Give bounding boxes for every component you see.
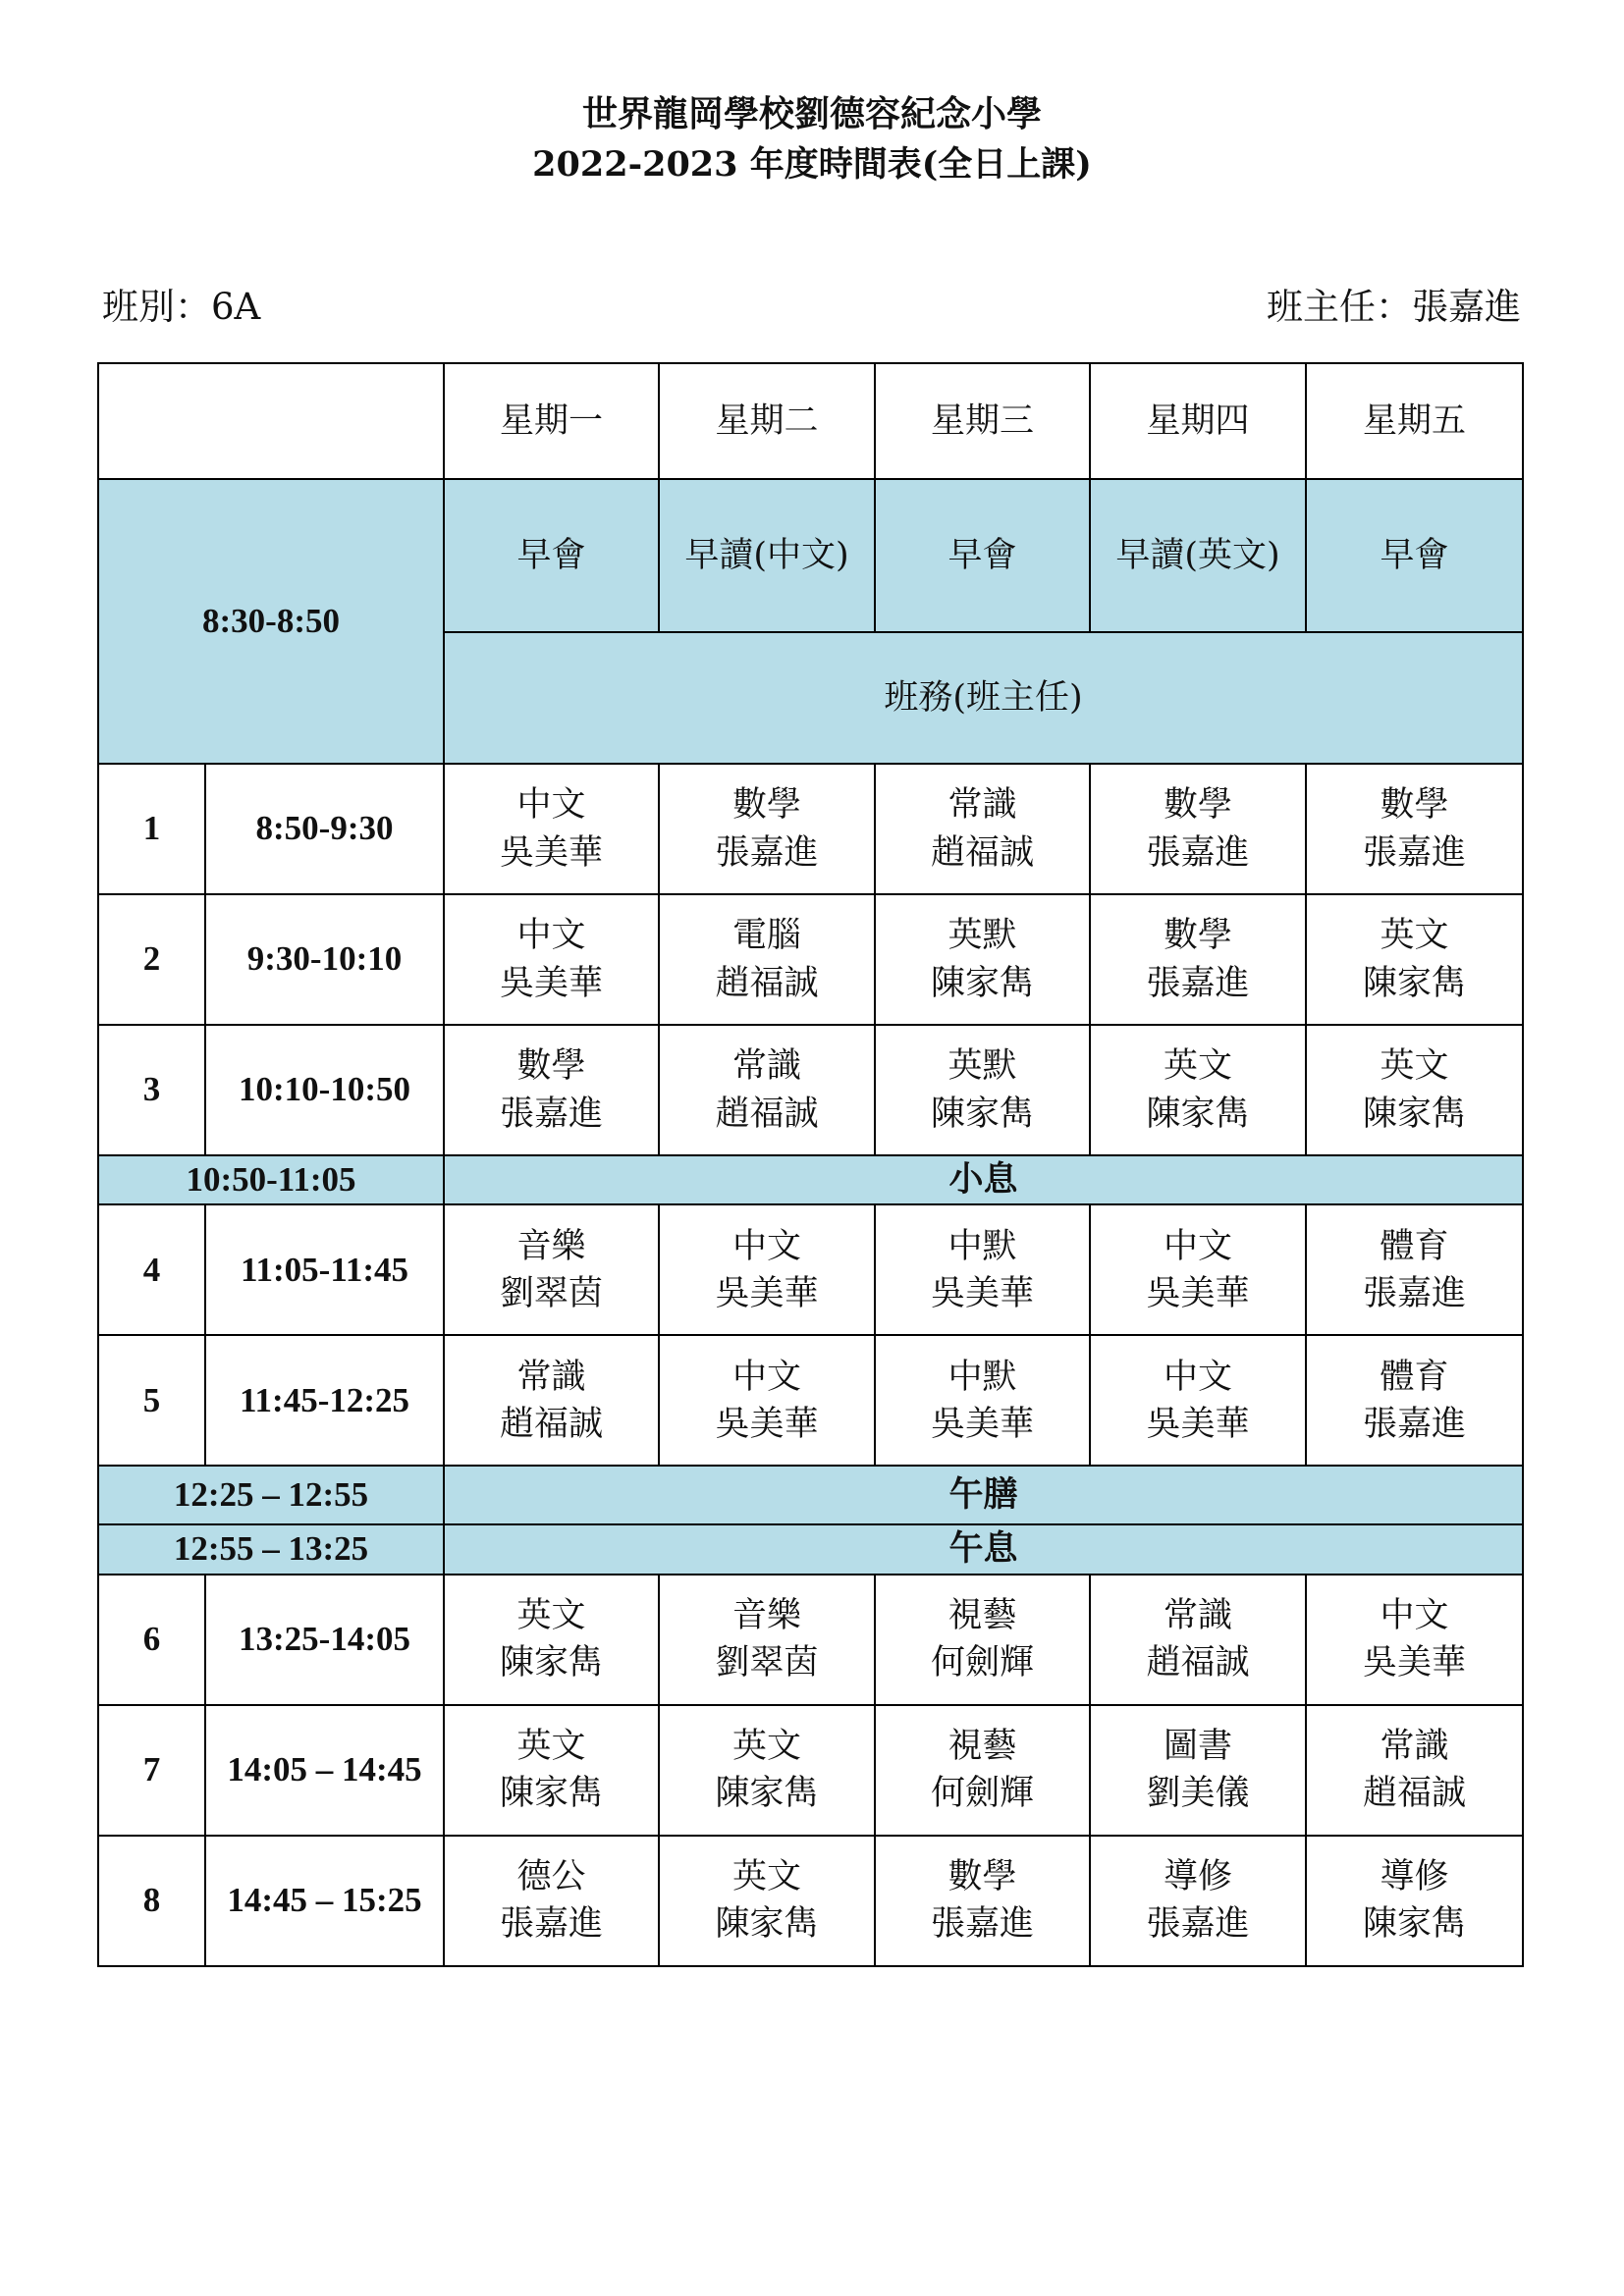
- lesson-row: [98, 1335, 1523, 1466]
- lesson-cell: [1090, 1705, 1306, 1836]
- subject: 數學: [516, 1046, 586, 1087]
- period-time: 11:45-12:25: [205, 1335, 444, 1466]
- rest: [98, 1524, 1523, 1574]
- subject: 視藝: [947, 1595, 1017, 1635]
- subject: 數學: [1163, 916, 1232, 956]
- lesson-cell: [875, 894, 1090, 1025]
- period-time: 9:30-10:10: [205, 894, 444, 1025]
- subject: 英默: [947, 1046, 1017, 1087]
- teacher: 趙福誠: [715, 1094, 819, 1134]
- lesson-cell: [1306, 1025, 1523, 1155]
- subject: 英文: [1380, 1046, 1449, 1087]
- period-number: 6: [98, 1575, 205, 1705]
- teacher: 吳美華: [1146, 1404, 1250, 1444]
- teacher: 趙福誠: [930, 832, 1034, 873]
- teacher: 趙福誠: [1362, 1774, 1466, 1814]
- lesson-row: [98, 764, 1523, 894]
- subject: 德公: [516, 1856, 586, 1896]
- subject: 數學: [731, 785, 801, 826]
- subject: 導修: [1163, 1856, 1232, 1896]
- teacher: 張嘉進: [499, 1094, 603, 1134]
- lesson-row: [98, 1025, 1523, 1155]
- teacher: 吳美華: [1146, 1273, 1250, 1313]
- teacher: 張嘉進: [715, 832, 819, 873]
- teacher: 陳家雋: [499, 1643, 603, 1683]
- subject: 中文: [1163, 1226, 1232, 1266]
- day-header: 星期三: [875, 363, 1090, 479]
- teacher: 張嘉進: [1146, 963, 1250, 1003]
- lesson-cell: [875, 1025, 1090, 1155]
- lesson-cell: [444, 1335, 659, 1466]
- subject: 常識: [1380, 1726, 1449, 1766]
- lesson-cell: [1306, 1335, 1523, 1466]
- period-time: 8:50-9:30: [205, 764, 444, 894]
- period-time: 14:05 – 14:45: [205, 1705, 444, 1836]
- teacher: 趙福誠: [499, 1404, 603, 1444]
- morning-activity: 早會: [1306, 479, 1523, 632]
- day-header: 星期四: [1090, 363, 1306, 479]
- lesson-cell: [1090, 1836, 1306, 1966]
- lesson-cell: [1306, 1705, 1523, 1836]
- period-number: 2: [98, 894, 205, 1025]
- lesson-cell: [444, 1836, 659, 1966]
- subject: 中文: [516, 785, 586, 826]
- teacher: 張嘉進: [1146, 832, 1250, 873]
- subject: 英文: [731, 1726, 801, 1766]
- period-time: 14:45 – 15:25: [205, 1836, 444, 1966]
- subject: 電腦: [731, 916, 801, 956]
- lesson-row: [98, 1705, 1523, 1836]
- subject: 英文: [1380, 916, 1449, 956]
- lesson-row: [98, 1204, 1523, 1335]
- lesson-cell: [444, 894, 659, 1025]
- morning-activity: 早讀(英文): [1090, 479, 1306, 632]
- class-duty: 班務(班主任): [444, 632, 1523, 764]
- teacher: 吳美華: [715, 1404, 819, 1444]
- lesson-cell: [875, 1836, 1090, 1966]
- lesson-cell: [875, 1575, 1090, 1705]
- lesson-cell: [1306, 1204, 1523, 1335]
- lunch-time: 12:25 – 12:55: [98, 1466, 444, 1524]
- lesson-cell: [875, 764, 1090, 894]
- subject: 中文: [1163, 1357, 1232, 1397]
- subject: 英文: [516, 1726, 586, 1766]
- subject: 音樂: [516, 1226, 586, 1266]
- lesson-cell: [444, 764, 659, 894]
- subject: 常識: [516, 1357, 586, 1397]
- recess: [98, 1155, 1523, 1204]
- period-number: 5: [98, 1335, 205, 1466]
- teacher: 陳家雋: [1362, 963, 1466, 1003]
- lesson-cell: [659, 1836, 875, 1966]
- lesson-cell: [1090, 764, 1306, 894]
- subject: 中默: [947, 1357, 1017, 1397]
- subject: 數學: [947, 1856, 1017, 1896]
- lesson-cell: [659, 764, 875, 894]
- lesson-cell: [1306, 894, 1523, 1025]
- period-time: 13:25-14:05: [205, 1575, 444, 1705]
- subject: 數學: [1163, 785, 1232, 826]
- recess-label: 小息: [444, 1155, 1523, 1204]
- subject: 體育: [1380, 1357, 1449, 1397]
- teacher: 張嘉進: [1362, 832, 1466, 873]
- timetable-subtitle: 2022-2023 年度時間表(全日上課): [532, 144, 1092, 185]
- teacher: 劉翠茵: [499, 1273, 603, 1313]
- rest-time: 12:55 – 13:25: [98, 1524, 444, 1574]
- timetable: [97, 362, 1524, 1967]
- lesson-cell: [1306, 1575, 1523, 1705]
- subject: 中文: [731, 1357, 801, 1397]
- subject: 常識: [731, 1046, 801, 1087]
- teacher: 陳家雋: [499, 1774, 603, 1814]
- teacher: 張嘉進: [930, 1904, 1034, 1945]
- subject: 音樂: [731, 1595, 801, 1635]
- lesson-cell: [1090, 1335, 1306, 1466]
- teacher: 張嘉進: [499, 1904, 603, 1945]
- day-header: 星期一: [444, 363, 659, 479]
- subject: 中文: [1380, 1595, 1449, 1635]
- teacher: 趙福誠: [715, 963, 819, 1003]
- header-row: [98, 363, 1523, 479]
- lesson-cell: [1306, 764, 1523, 894]
- class-label: 班別：6A: [102, 286, 261, 328]
- subject: 中文: [516, 916, 586, 956]
- subject: 常識: [947, 785, 1017, 826]
- subject: 英文: [516, 1595, 586, 1635]
- teacher: 劉翠茵: [715, 1643, 819, 1683]
- lesson-cell: [1090, 1575, 1306, 1705]
- teacher: 吳美華: [499, 832, 603, 873]
- lesson-row: [98, 1575, 1523, 1705]
- day-header: 星期二: [659, 363, 875, 479]
- teacher: 張嘉進: [1362, 1273, 1466, 1313]
- subject: 英文: [1163, 1046, 1232, 1087]
- lesson-cell: [1090, 1204, 1306, 1335]
- subject: 中默: [947, 1226, 1017, 1266]
- lesson-row: [98, 894, 1523, 1025]
- teacher: 吳美華: [499, 963, 603, 1003]
- subject: 常識: [1163, 1595, 1232, 1635]
- teacher: 吳美華: [715, 1273, 819, 1313]
- period-number: 3: [98, 1025, 205, 1155]
- lesson-cell: [875, 1204, 1090, 1335]
- period-time: 10:10-10:50: [205, 1025, 444, 1155]
- lesson-cell: [1090, 894, 1306, 1025]
- lesson-cell: [444, 1204, 659, 1335]
- teacher: 劉美儀: [1146, 1774, 1250, 1814]
- lesson-cell: [659, 1025, 875, 1155]
- lesson-cell: [1306, 1836, 1523, 1966]
- lesson-cell: [659, 1204, 875, 1335]
- lesson-cell: [444, 1575, 659, 1705]
- school-name: 世界龍岡學校劉德容紀念小學: [581, 93, 1042, 134]
- subject: 圖書: [1163, 1726, 1232, 1766]
- subject: 數學: [1380, 785, 1449, 826]
- lesson-cell: [1090, 1025, 1306, 1155]
- subject: 英文: [731, 1856, 801, 1896]
- lesson-cell: [659, 894, 875, 1025]
- period-time: 11:05-11:45: [205, 1204, 444, 1335]
- lunch-label: 午膳: [444, 1466, 1523, 1524]
- period-number: 8: [98, 1836, 205, 1966]
- day-header: 星期五: [1306, 363, 1523, 479]
- period-number: 4: [98, 1204, 205, 1335]
- teacher: 陳家雋: [1362, 1904, 1466, 1945]
- lesson-cell: [659, 1575, 875, 1705]
- teacher: 張嘉進: [1362, 1404, 1466, 1444]
- lesson-cell: [875, 1705, 1090, 1836]
- teacher: 何劍輝: [930, 1643, 1034, 1683]
- subject: 導修: [1380, 1856, 1449, 1896]
- class-teacher-label: 班主任：張嘉進: [1267, 286, 1521, 328]
- period-number: 7: [98, 1705, 205, 1836]
- teacher: 吳美華: [930, 1404, 1034, 1444]
- subject: 中文: [731, 1226, 801, 1266]
- teacher: 趙福誠: [1146, 1643, 1250, 1683]
- lesson-row: [98, 1836, 1523, 1966]
- morning-time: 8:30-8:50: [98, 479, 444, 764]
- teacher: 吳美華: [930, 1273, 1034, 1313]
- lesson-cell: [444, 1025, 659, 1155]
- rest-label: 午息: [444, 1524, 1523, 1574]
- lesson-cell: [875, 1335, 1090, 1466]
- subject: 體育: [1380, 1226, 1449, 1266]
- recess-time: 10:50-11:05: [98, 1155, 444, 1204]
- lesson-cell: [659, 1705, 875, 1836]
- lesson-cell: [659, 1335, 875, 1466]
- teacher: 陳家雋: [930, 1094, 1034, 1134]
- teacher: 吳美華: [1362, 1643, 1466, 1683]
- teacher: 陳家雋: [715, 1774, 819, 1814]
- subject: 視藝: [947, 1726, 1017, 1766]
- lesson-cell: [444, 1705, 659, 1836]
- lunch: [98, 1466, 1523, 1524]
- subject: 英默: [947, 916, 1017, 956]
- teacher: 張嘉進: [1146, 1904, 1250, 1945]
- morning-activity: 早會: [875, 479, 1090, 632]
- teacher: 陳家雋: [1362, 1094, 1466, 1134]
- teacher: 陳家雋: [1146, 1094, 1250, 1134]
- teacher: 陳家雋: [715, 1904, 819, 1945]
- teacher: 陳家雋: [930, 963, 1034, 1003]
- morning-assembly-row: [98, 479, 1523, 632]
- morning-activity: 早會: [444, 479, 659, 632]
- morning-activity: 早讀(中文): [659, 479, 875, 632]
- teacher: 何劍輝: [930, 1774, 1034, 1814]
- period-number: 1: [98, 764, 205, 894]
- corner-cell: [98, 363, 444, 479]
